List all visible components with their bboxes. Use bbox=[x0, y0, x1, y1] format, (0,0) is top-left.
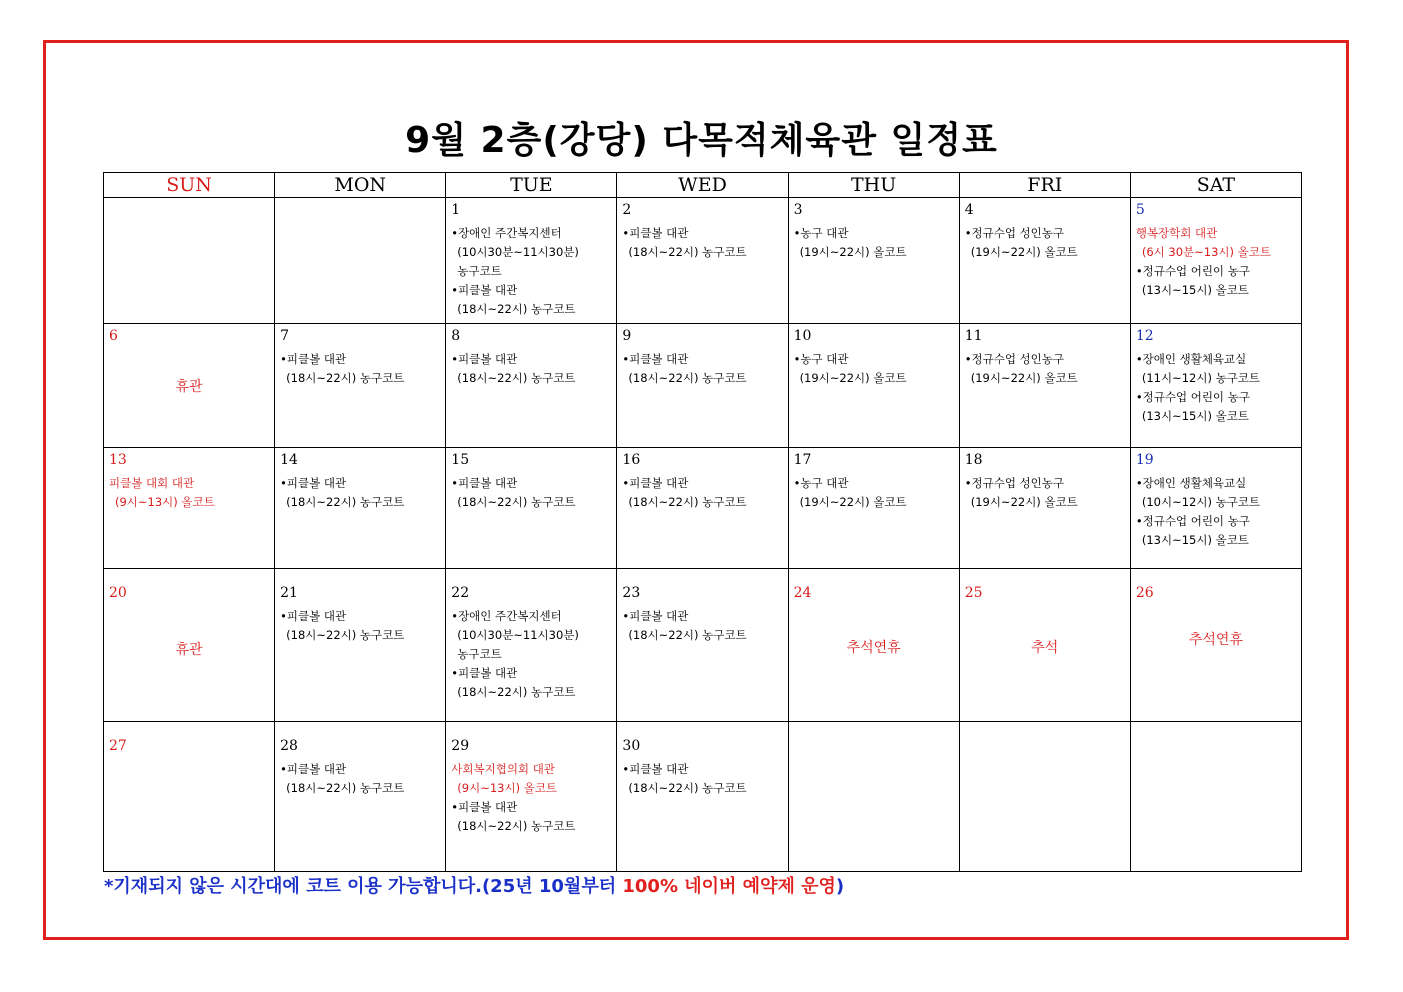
event-item bbox=[794, 474, 954, 512]
day-cell bbox=[959, 722, 1130, 872]
event-time: (19시~22시) 올코트 bbox=[970, 371, 1078, 385]
day-cell bbox=[275, 722, 446, 872]
day-cell bbox=[1130, 324, 1301, 448]
day-cell bbox=[104, 569, 275, 722]
event-title: •장애인 생활체육교실 bbox=[1135, 476, 1247, 490]
event-item bbox=[451, 224, 611, 262]
day-number: 30 bbox=[622, 738, 641, 754]
event-title: 피클볼 대회 대관 bbox=[109, 476, 195, 490]
day-cell bbox=[104, 722, 275, 872]
weekday-fri: FRI bbox=[959, 173, 1130, 198]
event-item bbox=[965, 350, 1125, 388]
footer-note-part3: ) bbox=[835, 876, 845, 897]
event-title: •정규수업 성인농구 bbox=[964, 226, 1065, 240]
day-cell bbox=[104, 448, 275, 569]
event-time: (18시~22시) 농구코트 bbox=[457, 685, 576, 699]
day-cell bbox=[788, 722, 959, 872]
weekday-wed: WED bbox=[617, 173, 788, 198]
event-title: •피클볼 대관 bbox=[622, 226, 689, 240]
event-time: (18시~22시) 농구코트 bbox=[457, 302, 576, 316]
event-time: (9시~13시) 올코트 bbox=[457, 781, 558, 795]
closure-note: 추석 bbox=[1031, 640, 1059, 656]
weekday-tue: TUE bbox=[446, 173, 617, 198]
event-item bbox=[1136, 224, 1296, 262]
day-number: 23 bbox=[622, 585, 641, 601]
day-cell bbox=[617, 198, 788, 324]
day-cell bbox=[617, 569, 788, 722]
day-number: 2 bbox=[622, 202, 632, 218]
event-item bbox=[622, 350, 782, 388]
event-title: •농구 대관 bbox=[793, 352, 849, 366]
event-item bbox=[622, 224, 782, 262]
day-cell bbox=[446, 198, 617, 324]
day-number: 26 bbox=[1135, 585, 1154, 601]
event-title: •피클볼 대관 bbox=[280, 476, 347, 490]
day-number: 5 bbox=[1135, 202, 1145, 218]
day-number: 28 bbox=[280, 738, 298, 754]
event-time: (13시~15시) 올코트 bbox=[1141, 533, 1249, 547]
weekday-header-row bbox=[104, 173, 1302, 198]
event-item bbox=[622, 474, 782, 512]
event-time: 농구코트 bbox=[457, 264, 502, 278]
event-title: •장애인 생활체육교실 bbox=[1135, 352, 1247, 366]
event-time: (13시~15시) 올코트 bbox=[1141, 283, 1249, 297]
event-time: (18시~22시) 농구코트 bbox=[286, 495, 405, 509]
event-item bbox=[451, 350, 611, 388]
event-time: (19시~22시) 올코트 bbox=[799, 371, 907, 385]
footer-note-part1: *기재되지 않은 시간대에 코트 이용 가능합니다.(25년 10월부터 bbox=[104, 876, 623, 897]
event-time: (18시~22시) 농구코트 bbox=[628, 628, 747, 642]
event-time: (10시30분~11시30분) bbox=[457, 245, 579, 259]
day-cell bbox=[959, 569, 1130, 722]
day-number: 18 bbox=[964, 452, 983, 468]
day-number: 4 bbox=[964, 202, 974, 218]
event-title: •피클볼 대관 bbox=[280, 762, 347, 776]
day-cell bbox=[446, 448, 617, 569]
event-title: •피클볼 대관 bbox=[622, 352, 689, 366]
day-number: 20 bbox=[109, 585, 127, 601]
day-cell bbox=[446, 722, 617, 872]
day-number: 14 bbox=[280, 452, 298, 468]
event-title: •장애인 주간복지센터 bbox=[451, 609, 562, 623]
event-time: (6시 30분~13시) 올코트 bbox=[1141, 245, 1272, 259]
day-cell bbox=[275, 324, 446, 448]
event-time: (18시~22시) 농구코트 bbox=[628, 245, 747, 259]
event-item bbox=[622, 760, 782, 798]
weekday-thu: THU bbox=[788, 173, 959, 198]
day-cell bbox=[959, 448, 1130, 569]
event-item bbox=[451, 474, 611, 512]
closure-note: 추석연휴 bbox=[1188, 632, 1243, 648]
event-item bbox=[965, 224, 1125, 262]
day-cell bbox=[959, 198, 1130, 324]
day-number: 24 bbox=[793, 585, 812, 601]
event-time: (18시~22시) 농구코트 bbox=[628, 495, 747, 509]
event-item bbox=[280, 350, 440, 388]
event-title: •피클볼 대관 bbox=[451, 800, 518, 814]
day-cell bbox=[446, 569, 617, 722]
day-cell bbox=[788, 569, 959, 722]
event-title: •피클볼 대관 bbox=[451, 352, 518, 366]
event-item bbox=[280, 607, 440, 645]
event-item bbox=[1136, 474, 1296, 512]
event-title: •피클볼 대관 bbox=[451, 476, 518, 490]
event-time: (19시~22시) 올코트 bbox=[970, 245, 1078, 259]
day-number: 9 bbox=[622, 328, 632, 344]
closure-note: 휴관 bbox=[175, 642, 203, 658]
event-title: •정규수업 어린이 농구 bbox=[1135, 514, 1250, 528]
day-number: 15 bbox=[451, 452, 470, 468]
event-time: (9시~13시) 올코트 bbox=[115, 495, 215, 509]
week-row bbox=[104, 198, 1302, 324]
event-time: (18시~22시) 농구코트 bbox=[628, 781, 747, 795]
day-cell bbox=[788, 198, 959, 324]
event-title: •농구 대관 bbox=[793, 476, 849, 490]
event-item bbox=[280, 474, 440, 512]
event-item bbox=[794, 224, 954, 262]
week-row bbox=[104, 722, 1302, 872]
day-cell bbox=[1130, 569, 1301, 722]
event-time: (11시~12시) 농구코트 bbox=[1141, 371, 1261, 385]
event-title: •피클볼 대관 bbox=[280, 352, 347, 366]
day-cell bbox=[104, 198, 275, 324]
event-title: •피클볼 대관 bbox=[451, 283, 518, 297]
week-row bbox=[104, 324, 1302, 448]
event-title: •정규수업 어린이 농구 bbox=[1135, 264, 1250, 278]
day-number: 3 bbox=[793, 202, 803, 218]
event-title: •정규수업 어린이 농구 bbox=[1135, 390, 1250, 404]
event-item bbox=[1136, 350, 1296, 388]
event-item bbox=[1136, 262, 1296, 300]
week-row bbox=[104, 448, 1302, 569]
day-number: 21 bbox=[280, 585, 298, 601]
event-time: (13시~15시) 올코트 bbox=[1141, 409, 1249, 423]
day-number: 25 bbox=[964, 585, 983, 601]
day-cell bbox=[788, 324, 959, 448]
event-item bbox=[451, 760, 611, 798]
day-cell bbox=[959, 324, 1130, 448]
weekday-sun: SUN bbox=[104, 173, 275, 198]
event-item bbox=[451, 281, 611, 319]
day-number: 13 bbox=[109, 452, 127, 468]
event-item bbox=[451, 262, 611, 281]
event-time: (10시~12시) 농구코트 bbox=[1141, 495, 1261, 509]
event-item bbox=[1136, 512, 1296, 550]
day-number: 16 bbox=[622, 452, 641, 468]
event-title: •피클볼 대관 bbox=[280, 609, 347, 623]
event-title: •피클볼 대관 bbox=[622, 609, 689, 623]
weekday-mon: MON bbox=[275, 173, 446, 198]
event-time: (18시~22시) 농구코트 bbox=[286, 781, 405, 795]
event-time: (10시30분~11시30분) bbox=[457, 628, 579, 642]
event-title: •피클볼 대관 bbox=[451, 666, 518, 680]
day-number: 1 bbox=[451, 202, 461, 218]
day-number: 10 bbox=[793, 328, 812, 344]
event-title: •농구 대관 bbox=[793, 226, 849, 240]
event-title: •피클볼 대관 bbox=[622, 476, 689, 490]
event-item bbox=[451, 798, 611, 836]
day-number: 7 bbox=[280, 328, 290, 344]
footer-note bbox=[104, 872, 844, 898]
day-number: 12 bbox=[1135, 328, 1154, 344]
event-item bbox=[451, 645, 611, 664]
event-item bbox=[451, 664, 611, 702]
event-time: (19시~22시) 올코트 bbox=[799, 495, 907, 509]
event-time: (18시~22시) 농구코트 bbox=[286, 371, 405, 385]
event-time: 농구코트 bbox=[457, 647, 502, 661]
calendar-table bbox=[103, 172, 1302, 872]
day-cell bbox=[617, 448, 788, 569]
day-cell bbox=[1130, 198, 1301, 324]
event-time: (18시~22시) 농구코트 bbox=[457, 371, 576, 385]
day-number: 19 bbox=[1135, 452, 1154, 468]
event-time: (19시~22시) 올코트 bbox=[799, 245, 907, 259]
day-number: 27 bbox=[109, 738, 127, 754]
day-number: 11 bbox=[964, 328, 983, 344]
day-cell bbox=[275, 198, 446, 324]
event-item bbox=[965, 474, 1125, 512]
day-cell bbox=[446, 324, 617, 448]
day-number: 17 bbox=[793, 452, 812, 468]
day-cell bbox=[275, 569, 446, 722]
event-time: (19시~22시) 올코트 bbox=[970, 495, 1078, 509]
footer-note-highlight: 100% 네이버 예약제 운영 bbox=[622, 876, 836, 897]
event-item bbox=[1136, 388, 1296, 426]
closure-note: 휴관 bbox=[175, 379, 203, 395]
day-number: 29 bbox=[451, 738, 470, 754]
day-cell bbox=[1130, 722, 1301, 872]
event-time: (18시~22시) 농구코트 bbox=[457, 819, 576, 833]
event-title: 행복장학회 대관 bbox=[1135, 226, 1218, 240]
event-item bbox=[794, 350, 954, 388]
day-number: 8 bbox=[451, 328, 461, 344]
event-title: •정규수업 성인농구 bbox=[964, 476, 1065, 490]
page-title: 9월 2층(강당) 다목적체육관 일정표 bbox=[405, 120, 998, 161]
day-number: 6 bbox=[109, 328, 118, 344]
day-cell bbox=[1130, 448, 1301, 569]
day-number: 22 bbox=[451, 585, 470, 601]
event-title: •정규수업 성인농구 bbox=[964, 352, 1065, 366]
day-cell bbox=[617, 722, 788, 872]
day-cell bbox=[617, 324, 788, 448]
closure-note: 추석연휴 bbox=[846, 640, 901, 656]
event-title: 사회복지협의회 대관 bbox=[451, 762, 555, 776]
event-item bbox=[280, 760, 440, 798]
day-cell bbox=[788, 448, 959, 569]
event-time: (18시~22시) 농구코트 bbox=[286, 628, 405, 642]
week-row bbox=[104, 569, 1302, 722]
event-item bbox=[451, 607, 611, 645]
event-item bbox=[622, 607, 782, 645]
weekday-sat: SAT bbox=[1130, 173, 1301, 198]
event-item bbox=[109, 474, 269, 512]
event-time: (18시~22시) 농구코트 bbox=[457, 495, 576, 509]
event-title: •장애인 주간복지센터 bbox=[451, 226, 562, 240]
event-title: •피클볼 대관 bbox=[622, 762, 689, 776]
day-cell bbox=[275, 448, 446, 569]
event-time: (18시~22시) 농구코트 bbox=[628, 371, 747, 385]
day-cell bbox=[104, 324, 275, 448]
